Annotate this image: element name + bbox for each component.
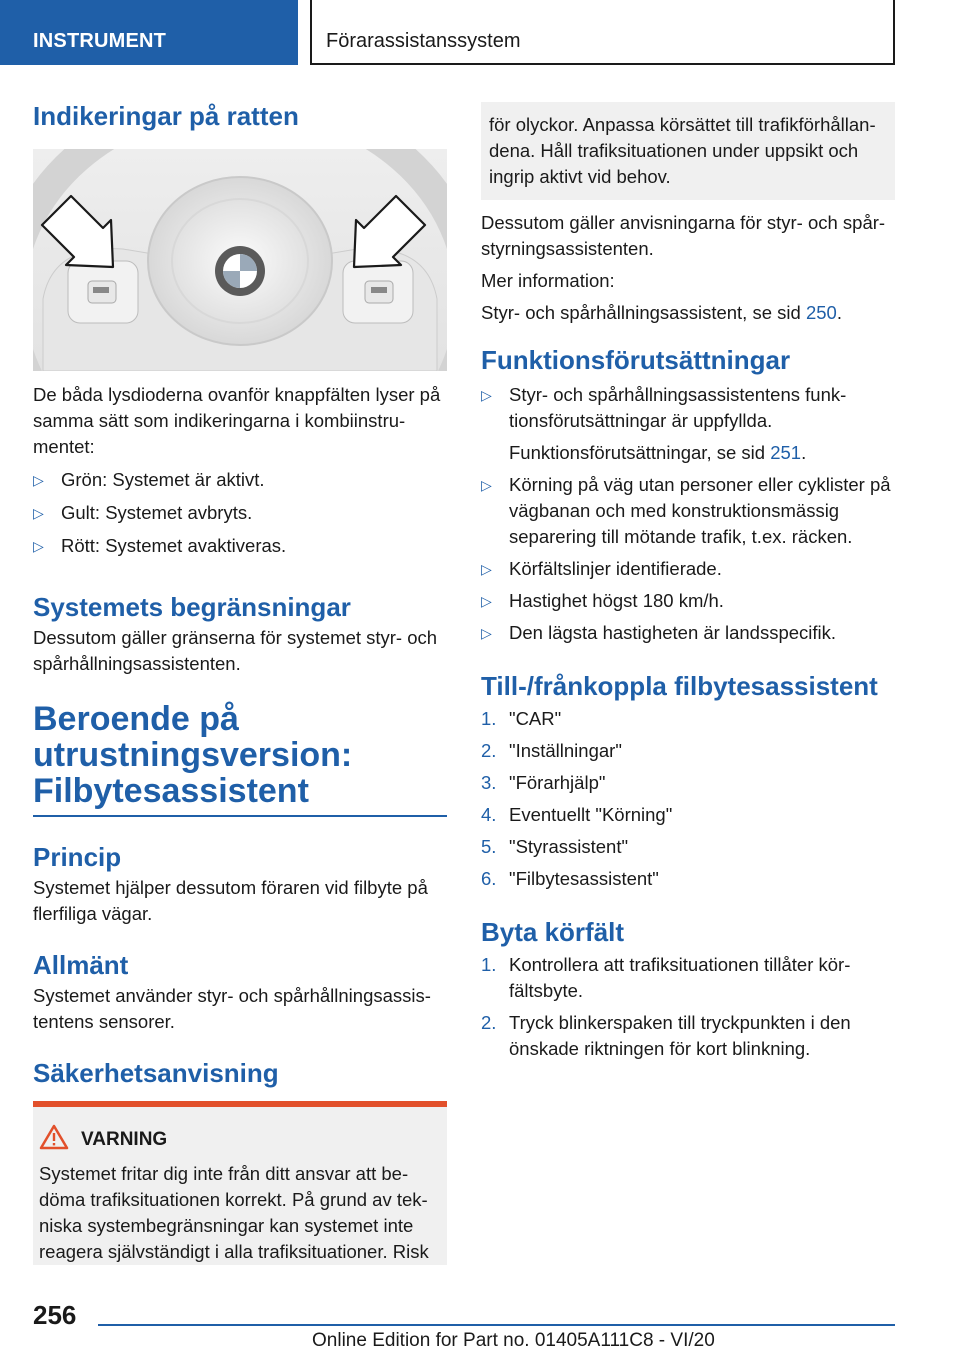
warning-header [39,1125,441,1155]
triangle-bullet-icon: ▷ [33,472,44,488]
triangle-bullet-icon: ▷ [33,505,44,521]
triangle-bullet-icon: ▷ [481,561,492,577]
chapter-line: Filbytesassistent [33,772,309,810]
list-item: ▷ Styr- och spårhållningsassistentens funk-tionsförutsättningar är uppfyllda. Funktionsförutsättningar, se sid 251. [481,382,895,466]
toggle-steps [481,706,895,892]
list-item: ▷ Körning på väg utan personer eller cyklister på vägbanan och med konstruktionsmässig separering till mötande trafik, t.ex. räcken. [481,474,891,547]
lane-steps [481,952,895,1062]
triangle-bullet-icon: ▷ [481,625,492,641]
page-link-250[interactable]: 250 [805,302,837,323]
page-link-251[interactable]: 251 [770,442,802,463]
list-item: 1. Kontrollera att trafiksituationen tillåter kör-fältsbyte. [481,954,851,1001]
chapter-header [310,0,895,65]
chapter-line: utrustningsversion: [33,736,353,774]
warning-cont-text: för olyckor. Anpassa körsättet till trafikförhållan-dena. Håll trafiksituationen under uppsikt och ingrip aktivt vid behov. [489,114,876,187]
list-item: ▷ Körfältslinjer identifierade. [481,556,895,582]
indicators-text: De båda lysdioderna ovanför knappfälten lyser på samma sätt som indikeringarna i kombiinstru-mentet: [33,384,441,457]
triangle-bullet-icon: ▷ [481,593,492,609]
reference-text: Styr- och spårhållningsassistent, se sid 250. [481,302,842,323]
warning-text: Systemet fritar dig inte från ditt ansvar att be-döma trafiksituationen korrekt. På grund av tek-niska systembegränsningar kan systemet inte reagera självständigt i alla trafiksituationer. Risk [39,1163,429,1262]
chapter-title: Förarassistanssystem [326,30,521,52]
right-column [481,102,895,1062]
section-tab [0,0,298,65]
steering-wheel-illustration [33,149,447,371]
list-item: ▷ Grön: Systemet är aktivt. [33,467,447,493]
page-number: 256 [33,1300,77,1330]
chapter-heading [33,701,447,809]
general-text: Systemet använder styr- och spårhållningsassis-tentens sensorer. [33,985,431,1032]
list-item: ▷ Den lägsta hastigheten är landsspecifik. [481,620,895,646]
heading-safety: Säkerhetsanvisning [33,1058,279,1088]
heading-principle: Princip [33,842,122,872]
heading-lane: Byta körfält [481,917,625,947]
edition-text: Online Edition for Part no. 01405A111C8 - VI/20 [312,1330,715,1351]
section-title: INSTRUMENT [33,30,167,52]
list-item: 3. "Förarhjälp" [481,772,606,793]
arrow-right-icon [354,196,425,267]
list-item: 2. "Inställningar" [481,740,622,761]
principle-text: Systemet hjälper dessutom föraren vid filbyte på flerfiliga vägar. [33,877,428,924]
steering-wheel-image [33,149,447,371]
requirements-list [481,382,895,646]
heading-requirements: Funktionsförutsättningar [481,345,791,375]
left-column [33,100,447,1265]
limits-text: Dessutom gäller gränserna för systemet styr- och spårhållningsassistenten. [33,627,438,674]
warning-triangle-icon [39,1124,75,1156]
chapter-line: Beroende på [33,700,239,738]
chapter-rule [33,815,447,817]
indicator-list [33,467,447,559]
heading-toggle: Till-/frånkoppla filbytesassistent [481,671,878,701]
heading-limits: Systemets begränsningar [33,592,351,622]
warning-label: VARNING [81,1129,168,1150]
requirement-subref: Funktionsförutsättningar, se sid 251. [509,442,807,463]
warning-box [33,1101,447,1265]
list-item: ▷ Gult: Systemet avbryts. [33,500,447,526]
list-item: 6. "Filbytesassistent" [481,868,659,889]
list-item: 2. Tryck blinkerspaken till tryckpunkten i den önskade riktningen för kort blinkning. [481,1012,851,1059]
heading-general: Allmänt [33,950,129,980]
triangle-bullet-icon: ▷ [33,538,44,554]
list-item: ▷ Hastighet högst 180 km/h. [481,588,895,614]
triangle-bullet-icon: ▷ [481,477,492,493]
list-item: 1. "CAR" [481,708,562,729]
warning-box-continued [481,102,895,200]
list-item: 4. Eventuellt "Körning" [481,804,673,825]
footer-rule [98,1324,895,1326]
triangle-bullet-icon: ▷ [481,387,492,403]
more-info-text: Mer information: [481,270,615,291]
heading-indicators: Indikeringar på ratten [33,101,299,131]
list-item: 5. "Styrassistent" [481,836,629,857]
list-item: ▷ Rött: Systemet avaktiveras. [33,533,447,559]
extra-text: Dessutom gäller anvisningarna för styr- och spår-styrningsassistenten. [481,212,886,259]
